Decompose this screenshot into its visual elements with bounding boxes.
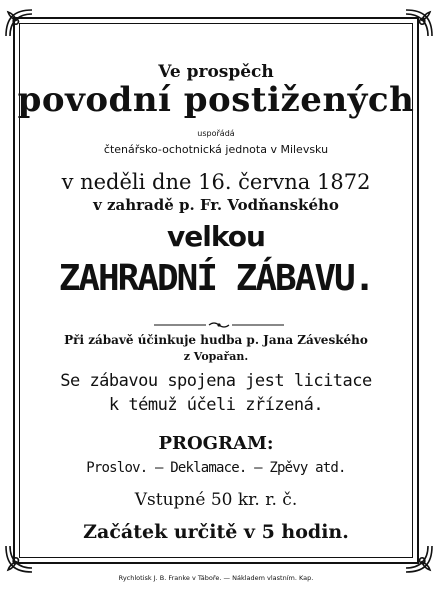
corner-ornament-icon	[404, 8, 434, 38]
music-line: Při zábavě účinkuje hudba p. Jana Záveského	[64, 333, 368, 347]
printer-imprint: Rychlotisk J. B. Franke v Táboře. — Nákladem vlastním. Kap.	[118, 574, 314, 582]
event-venue: v zahradě p. Fr. Vodňanského	[93, 196, 339, 214]
auction-purpose: k témuž účeli zřízená.	[108, 395, 324, 415]
corner-ornament-icon	[4, 544, 34, 574]
organizer-name: čtenářsko-ochotnická jednota v Milevsku	[103, 143, 329, 156]
entry-fee: Vstupné 50 kr. r. č.	[134, 490, 298, 510]
intro-line: Ve prospěch	[158, 62, 274, 82]
program-title: PROGRAM:	[158, 433, 274, 454]
event-date: v neděli dne 16. června 1872	[61, 170, 371, 194]
start-time: Začátek určitě v 5 hodin.	[83, 521, 349, 543]
event-adjective: velkou	[167, 220, 265, 253]
music-origin: z Vopařan.	[183, 350, 249, 363]
organizer-verb: uspořádá	[197, 129, 235, 138]
corner-ornament-icon	[404, 544, 434, 574]
corner-ornament-icon	[4, 8, 34, 38]
program-items: Proslov. — Deklamace. — Zpěvy atd.	[86, 460, 346, 476]
event-title: ZAHRADNÍ ZÁBAVU.	[58, 258, 374, 299]
headline: povodní postižených	[17, 80, 415, 120]
auction-line: Se zábavou spojena jest licitace	[60, 371, 372, 391]
ornamental-divider	[154, 321, 284, 329]
